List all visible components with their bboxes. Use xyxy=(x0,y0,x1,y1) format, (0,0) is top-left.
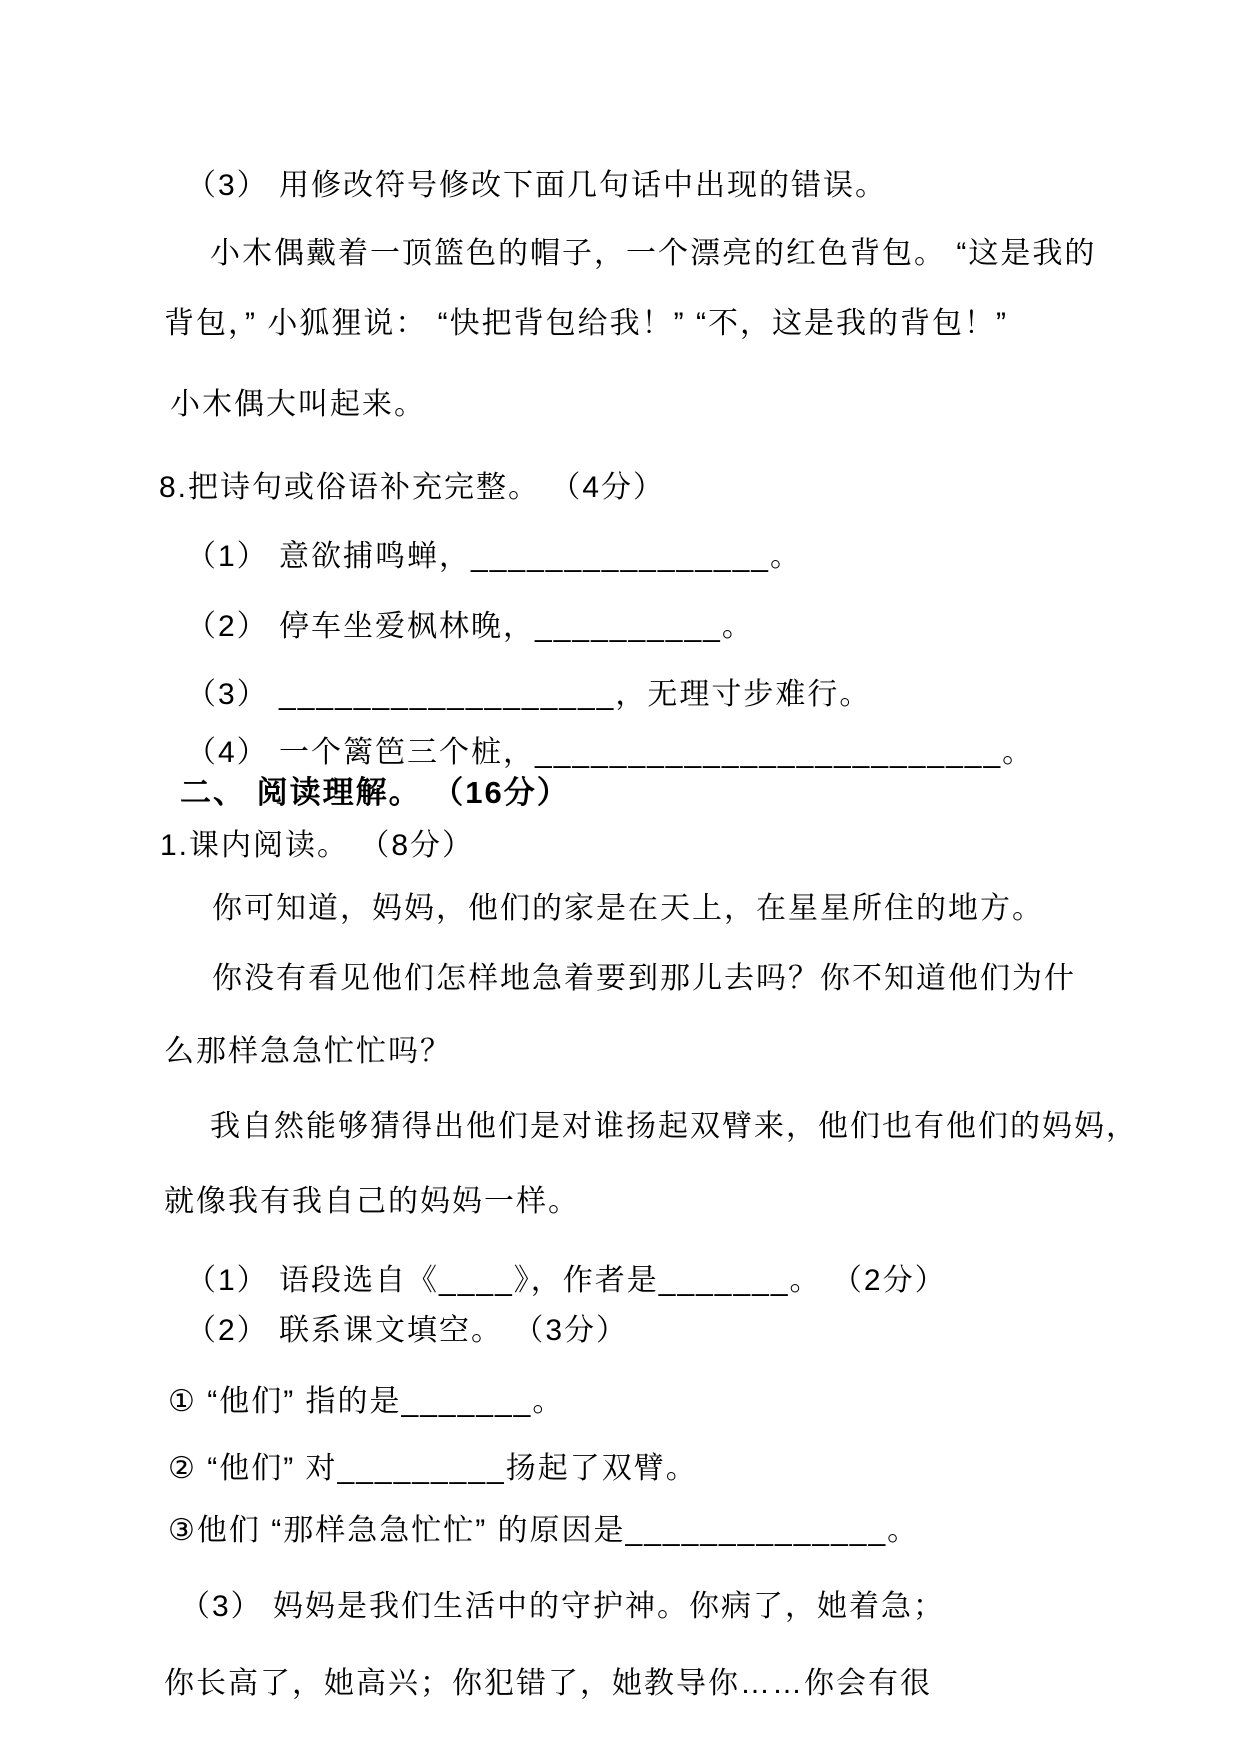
q8-item-3: （3） __________________，无理寸步难行。 xyxy=(186,678,872,711)
reading1-question-3-line-1: （3） 妈妈是我们生活中的守护神。你病了，她着急； xyxy=(180,1590,946,1623)
section-2-heading: 二、 阅读理解。 （16分） xyxy=(180,775,570,810)
q8-item-4: （4） 一个篱笆三个桩，_________________________。 xyxy=(186,736,1035,769)
reading1-heading: 1.课内阅读。 （8分） xyxy=(160,829,475,862)
reading1-question-2-sub-1: ① “他们” 指的是_______。 xyxy=(168,1385,565,1418)
q7-passage-line-2: 背包，” 小狐狸说： “快把背包给我！” “不，这是我的背包！” xyxy=(164,307,1008,340)
reading1-question-2-sub-3: ③他们 “那样急急忙忙” 的原因是______________。 xyxy=(168,1514,920,1547)
reading1-question-3-line-2: 你长高了，她高兴；你犯错了，她教导你……你会有很 xyxy=(164,1667,932,1700)
reading1-passage-line-3: 么那样急急忙忙吗？ xyxy=(164,1035,452,1068)
q7-sub3-prompt: （3） 用修改符号修改下面几句话中出现的错误。 xyxy=(186,169,888,202)
reading1-question-1: （1） 语段选自《____》，作者是_______。 （2分） xyxy=(186,1264,947,1297)
reading1-passage-line-4: 我自然能够猜得出他们是对谁扬起双臂来，他们也有他们的妈妈， xyxy=(210,1110,1138,1143)
reading1-passage-line-5: 就像我有我自己的妈妈一样。 xyxy=(164,1185,580,1218)
q8-heading: 8.把诗句或俗语补充完整。 （4分） xyxy=(159,471,666,504)
q7-passage-line-3: 小木偶大叫起来。 xyxy=(170,388,426,421)
q8-item-1: （1） 意欲捕鸣蝉，________________。 xyxy=(186,540,802,573)
reading1-question-2: （2） 联系课文填空。 （3分） xyxy=(186,1314,629,1347)
q8-item-2: （2） 停车坐爱枫林晚，__________。 xyxy=(186,610,754,643)
q7-passage-line-1: 小木偶戴着一顶篮色的帽子，一个漂亮的红色背包。 “这是我的 xyxy=(210,237,1097,270)
reading1-passage-line-2: 你没有看见他们怎样地急着要到那儿去吗？你不知道他们为什 xyxy=(212,962,1076,995)
reading1-passage-line-1: 你可知道，妈妈，他们的家是在天上，在星星所住的地方。 xyxy=(212,892,1044,925)
reading1-question-2-sub-2: ② “他们” 对_________扬起了双臂。 xyxy=(168,1452,698,1485)
